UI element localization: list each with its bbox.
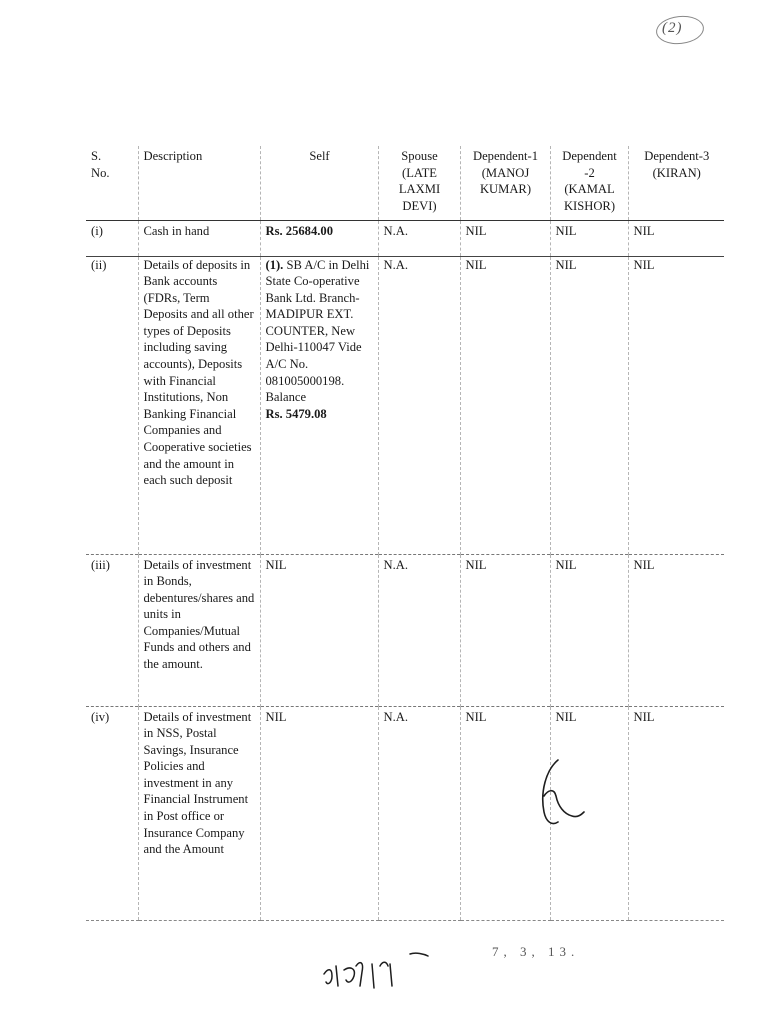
header-dependent-2: Dependent -2 (KAMAL KISHOR) [550, 146, 628, 220]
row-dependent-1: NIL [460, 220, 550, 256]
table-row [86, 220, 724, 256]
table-header-row [86, 146, 724, 220]
row-description: Details of deposits in Bank accounts (FDRs, Term Deposits and all other types of Deposits including saving accounts), Deposits with Financial Institutions, Non Banking Financial Companies and Cooperative societies and the amount in each such deposit [138, 256, 260, 554]
row-spouse: N.A. [378, 706, 460, 920]
row-description: Details of investment in Bonds, debentures/shares and units in Companies/Mutual Funds and others and the amount. [138, 554, 260, 706]
row-dependent-1: NIL [460, 256, 550, 554]
row-dependent-2: NIL [550, 220, 628, 256]
row-dependent-3: NIL [628, 554, 724, 706]
self-amount: Rs. 5479.08 [265, 406, 327, 421]
row-spouse: N.A. [378, 554, 460, 706]
row-self [260, 220, 378, 256]
handwritten-signature [320, 946, 430, 992]
row-dependent-3: NIL [628, 706, 724, 920]
self-amount: Rs. 25684.00 [265, 223, 334, 238]
row-sno: (ii) [86, 256, 138, 554]
date-mark: 7, 3, 13. [492, 944, 580, 959]
table-row [86, 706, 724, 920]
row-dependent-2: NIL [550, 706, 628, 920]
assets-declaration-table [86, 146, 724, 921]
row-dependent-2: NIL [550, 256, 628, 554]
header-spouse: Spouse (LATE LAXMI DEVI) [378, 146, 460, 220]
row-spouse: N.A. [378, 220, 460, 256]
row-self: NIL [260, 706, 378, 920]
row-description: Cash in hand [138, 220, 260, 256]
row-dependent-1: NIL [460, 706, 550, 920]
row-spouse: N.A. [378, 256, 460, 554]
self-prefix: (1). [265, 257, 284, 272]
header-dependent-1: Dependent-1 (MANOJ KUMAR) [460, 146, 550, 220]
row-dependent-2: NIL [550, 554, 628, 706]
self-account-details: SB A/C in Delhi State Co-operative Bank Ltd. Branch-MADIPUR EXT. COUNTER, New Delhi-110047 Vide A/C No. 081005000198. Balance [265, 257, 370, 405]
table-row [86, 256, 724, 554]
header-sno: S. No. [86, 146, 138, 220]
header-description: Description [138, 146, 260, 220]
initials-signature [532, 756, 592, 836]
row-dependent-1: NIL [460, 554, 550, 706]
row-dependent-3: NIL [628, 256, 724, 554]
page-number: (2) [662, 20, 683, 36]
row-description: Details of investment in NSS, Postal Savings, Insurance Policies and investment in any Financial Instrument in Post office or Insurance Company and the Amount [138, 706, 260, 920]
row-dependent-3: NIL [628, 220, 724, 256]
table-row [86, 554, 724, 706]
row-sno: (i) [86, 220, 138, 256]
row-self [260, 256, 378, 554]
header-self: Self [260, 146, 378, 220]
row-sno: (iv) [86, 706, 138, 920]
row-self: NIL [260, 554, 378, 706]
row-sno: (iii) [86, 554, 138, 706]
header-dependent-3: Dependent-3 (KIRAN) [628, 146, 724, 220]
